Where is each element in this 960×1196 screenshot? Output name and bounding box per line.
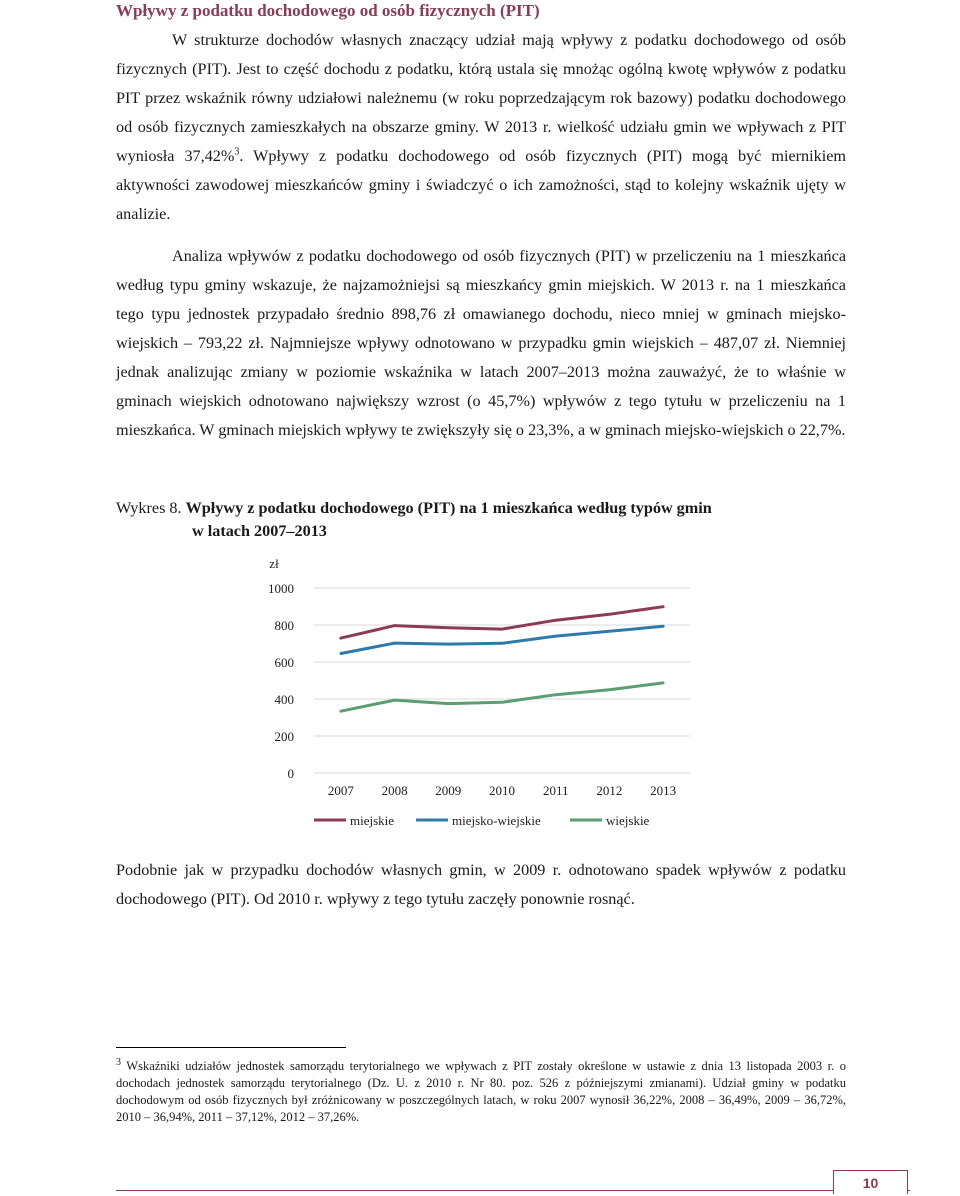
data-point <box>662 605 664 607</box>
x-tick-label: 2008 <box>381 783 408 798</box>
series-line-wiejskie <box>341 683 663 711</box>
data-point <box>555 694 557 696</box>
data-point <box>447 627 449 629</box>
x-tick-label: 2010 <box>489 783 515 798</box>
footnote-text: Wskaźniki udziałów jednostek samorządu terytorialnego we wpływach z PIT zostały określone w ustawie z dnia 13 listopada 2003 r. o dochodach jednostek samorządu terytorialnego (Dz. U. z 2010 r. Nr 80. poz. 526 z późniejszymi zmianami). Udział gminy w podatku dochodowym od osób fizycznych był zróżnicowany w poszczególnych latach, w roku 2007 wynosił 36,22%, 2008 – 36,49%, 2009 – 36,72%, 2010 – 36,94%, 2011 – 37,12%, 2012 – 37,26%. <box>116 1059 846 1124</box>
y-tick-label: 600 <box>274 655 294 670</box>
y-tick-label: 0 <box>287 766 294 781</box>
y-tick-label: 800 <box>274 618 294 633</box>
legend-label: miejsko-wiejskie <box>452 813 541 828</box>
footnote <box>116 1058 846 1126</box>
data-point <box>501 642 503 644</box>
data-point <box>555 619 557 621</box>
data-point <box>501 628 503 630</box>
y-axis-unit: zł <box>269 556 279 571</box>
section-title: Wpływy z podatku dochodowego od osób fizycznych (PIT) <box>116 1 540 20</box>
paragraph-intro <box>116 26 846 229</box>
caption-title-line1: Wpływy z podatku dochodowego (PIT) na 1 mieszkańca według typów gmin <box>185 499 712 517</box>
footnote-number: 3 <box>116 1056 121 1068</box>
data-point <box>447 643 449 645</box>
x-tick-label: 2011 <box>542 783 569 798</box>
page-number: 10 <box>833 1170 908 1194</box>
data-point <box>393 699 395 701</box>
legend-label: miejskie <box>350 813 395 828</box>
y-tick-label: 1000 <box>268 581 294 596</box>
data-point <box>501 701 503 703</box>
caption-title-line2: w latach 2007–2013 <box>192 522 327 540</box>
paragraph-conclusion: Podobnie jak w przypadku dochodów własnych gmin, w 2009 r. odnotowano spadek wpływów z podatku dochodowego (PIT). Od 2010 r. wpływy z tego tytułu zaczęły ponownie rosnąć. <box>116 861 846 908</box>
paragraph-intro-text-b: . Wpływy z podatku dochodowego od osób fizycznych (PIT) mogą być miernikiem aktywności zawodowej mieszkańców gminy i świadczyć o ich zamożności, stąd to kolejny wskaźnik ujęty w analizie. <box>116 147 846 223</box>
paragraph-analysis: Analiza wpływów z podatku dochodowego od osób fizycznych (PIT) w przeliczeniu na 1 mieszkańca według typu gminy wskazuje, że najzamożniejsi są mieszkańcy gmin miejskich. W 2013 r. na 1 mieszkańca tego typu jednostek przypadało średnio 898,76 zł omawianego dochodu, nieco mniej w gminach miejsko-wiejskich – 793,22 zł. Najmniejsze wpływy odnotowano w przypadku gmin wiejskich – 487,07 zł. Niemniej jednak analizując zmiany w poziomie wskaźnika w latach 2007–2013 można zauważyć, że to właśnie w gminach wiejskich odnotowano największy wzrost (o 45,7%) wpływów z tego tytułu w przeliczeniu na 1 mieszkańca. W gminach miejskich wpływy te zwiększyły się o 23,3%, a w gminach miejsko-wiejskich o 22,7%. <box>116 247 846 439</box>
y-tick-label: 200 <box>274 729 294 744</box>
data-point <box>608 630 610 632</box>
line-chart-svg <box>230 552 710 842</box>
data-point <box>608 613 610 615</box>
footnote-divider <box>116 1047 346 1048</box>
x-tick-label: 2013 <box>650 783 677 798</box>
data-point <box>662 682 664 684</box>
data-point <box>340 710 342 712</box>
chart-caption <box>116 497 856 543</box>
x-tick-label: 2009 <box>435 783 462 798</box>
paragraph-intro-text-a: W strukturze dochodów własnych znaczący udział mają wpływy z podatku dochodowego od osób fizycznych (PIT). Jest to część dochodu z podatku, którą ustala się mnożąc ogólną kwotę wpływów z podatku PIT przez wskaźnik równy udziałowi należnemu (w roku poprzedzającym rok bazowy) podatku dochodowego od osób fizycznych zamieszkałych na obszarze gminy. W 2013 r. wielkość udziału gmin we wpływach z PIT wyniosła 37,42% <box>116 31 846 165</box>
data-point <box>662 625 664 627</box>
x-tick-label: 2012 <box>596 783 623 798</box>
data-point <box>555 635 557 637</box>
page-footer-rule <box>116 1190 910 1191</box>
data-point <box>393 624 395 626</box>
data-point <box>340 637 342 639</box>
legend-label: wiejskie <box>606 813 650 828</box>
data-point <box>447 702 449 704</box>
data-point <box>340 652 342 654</box>
series-line-miejskie <box>341 607 663 638</box>
x-tick-label: 2007 <box>327 783 354 798</box>
data-point <box>393 642 395 644</box>
line-chart <box>230 552 710 842</box>
y-tick-label: 400 <box>274 692 294 707</box>
caption-lead: Wykres 8. <box>116 499 182 517</box>
footnote-ref[interactable]: 3 <box>234 146 240 158</box>
data-point <box>608 689 610 691</box>
